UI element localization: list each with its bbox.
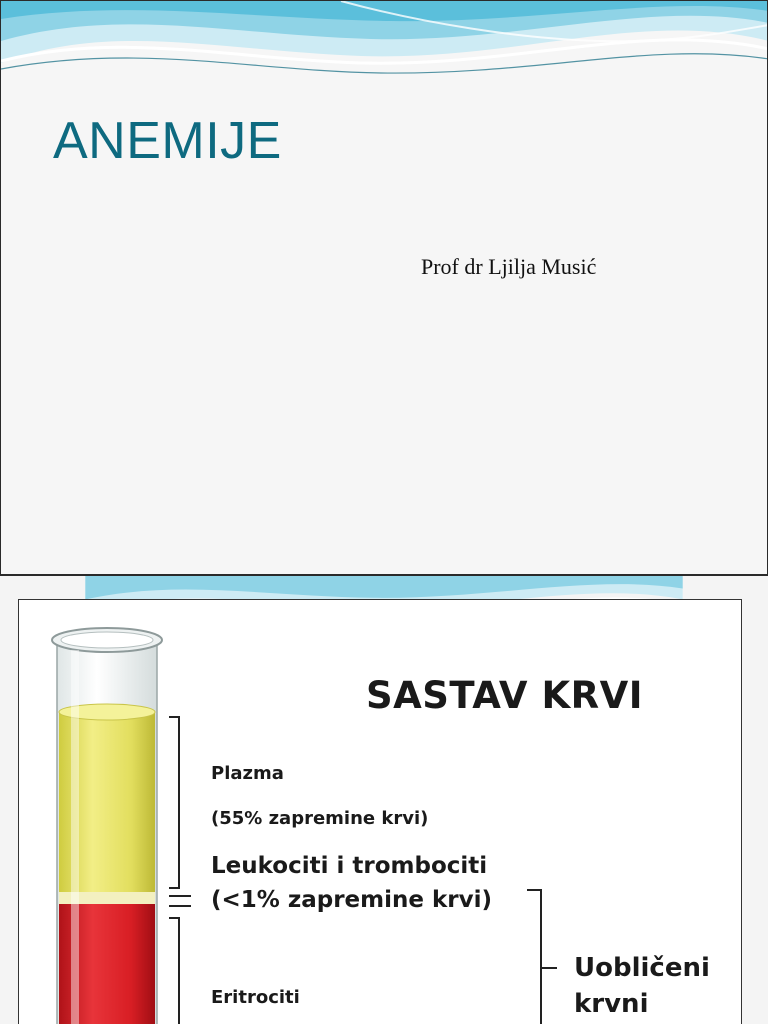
plasma-label: Plazma	[211, 763, 284, 784]
leukocytes-label: Leukociti i trombociti	[211, 853, 488, 879]
figure-title: SASTAV KRVI	[366, 674, 644, 717]
slide-title: ANEMIJE	[53, 112, 282, 170]
formed-elements-label	[574, 950, 710, 1022]
erythrocytes-label: Eritrociti	[211, 987, 300, 1008]
leukocytes-percent: (<1% zapremine krvi)	[211, 887, 493, 913]
blood-composition-figure	[18, 599, 742, 1024]
decorative-wave-header	[1, 1, 768, 91]
blood-composition-slide	[0, 575, 768, 1024]
formed-elements-line1: Uobličeni	[574, 953, 710, 983]
formed-elements-line2: krvni	[574, 989, 649, 1019]
plasma-percent: (55% zapremine krvi)	[211, 808, 429, 829]
author-name: Prof dr Ljilja Musić	[421, 254, 597, 279]
